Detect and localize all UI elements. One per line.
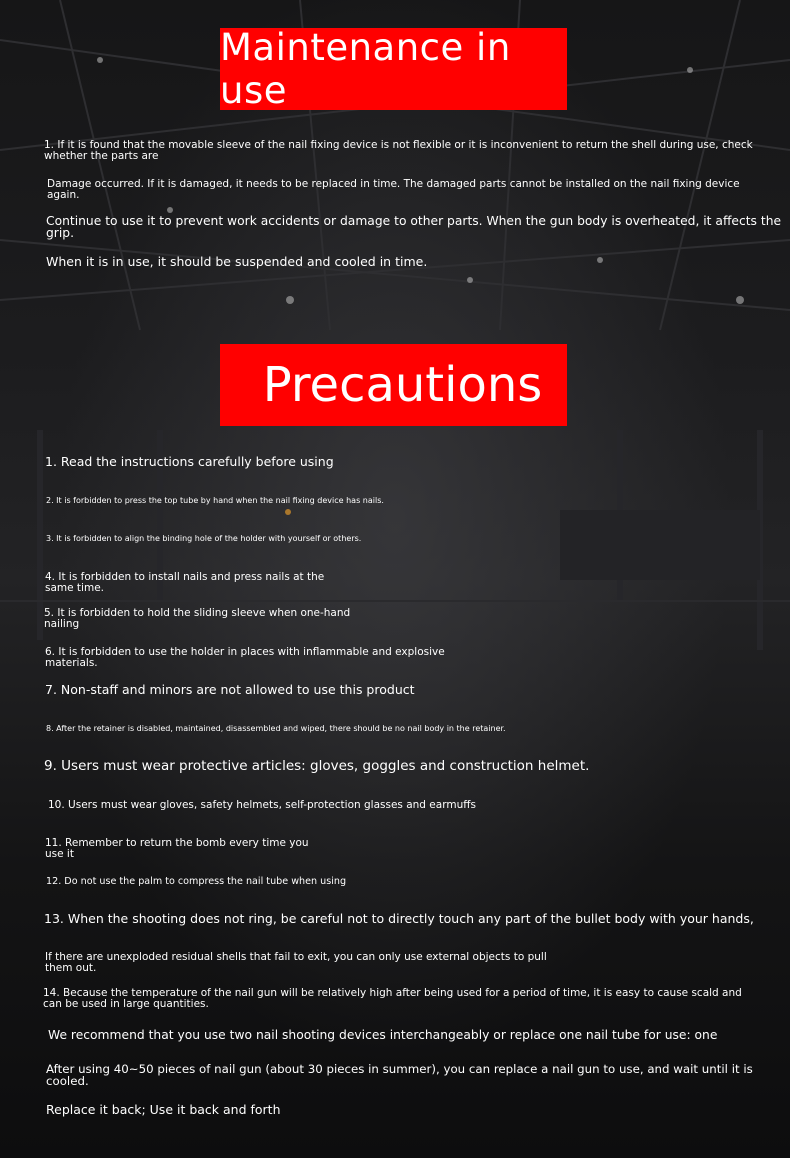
- precaution-item-8: 8. After the retainer is disabled, maintained, disassembled and wiped, there should be no nail body in the retainer.: [46, 724, 506, 733]
- precaution-item-6: 6. It is forbidden to use the holder in places with inflammable and explosive materials.: [45, 646, 445, 669]
- precaution-item-9: 9. Users must wear protective articles: gloves, goggles and construction helmet.: [44, 758, 590, 774]
- precaution-item-1: 1. Read the instructions carefully before using: [45, 454, 334, 469]
- precaution-item-4: 4. It is forbidden to install nails and press nails at the same time.: [45, 571, 325, 594]
- precaution-recommendation-3: Replace it back; Use it back and forth: [46, 1102, 281, 1117]
- maintenance-paragraph-3: Continue to use it to prevent work accidents or damage to other parts. When the gun body is overheated, it affects the grip.: [46, 214, 782, 241]
- maintenance-paragraph-4: When it is in use, it should be suspended and cooled in time.: [46, 254, 428, 269]
- precaution-item-10: 10. Users must wear gloves, safety helmets, self-protection glasses and earmuffs: [48, 799, 476, 811]
- precaution-item-5: 5. It is forbidden to hold the sliding sleeve when one-hand nailing: [44, 607, 351, 630]
- precautions-banner: [220, 344, 567, 426]
- precautions-title: Precautions: [262, 357, 543, 413]
- precaution-item-13: 13. When the shooting does not ring, be careful not to directly touch any part of the bullet body with your hands,: [44, 911, 754, 926]
- maintenance-banner: [220, 28, 567, 110]
- precaution-recommendation-1: We recommend that you use two nail shooting devices interchangeably or replace one nail tube for use: one: [48, 1028, 718, 1042]
- maintenance-title: Maintenance in use: [220, 26, 511, 112]
- maintenance-paragraph-1: 1. If it is found that the movable sleeve of the nail fixing device is not flexible or it is inconvenient to return the shell during use, check whether the parts are: [44, 139, 753, 162]
- maintenance-paragraph-2: Damage occurred. If it is damaged, it needs to be replaced in time. The damaged parts cannot be installed on the nail fixing device again.: [47, 178, 740, 201]
- precaution-item-3: 3. It is forbidden to align the binding hole of the holder with yourself or others.: [46, 534, 362, 543]
- precaution-item-2: 2. It is forbidden to press the top tube by hand when the nail fixing device has nails.: [46, 496, 384, 505]
- precaution-item-14: 14. Because the temperature of the nail gun will be relatively high after being used for a period of time, it is easy to cause scald and can be used in large quantities.: [43, 987, 742, 1010]
- precaution-recommendation-2: After using 40~50 pieces of nail gun (about 30 pieces in summer), you can replace a nail gun to use, and wait until it is cooled.: [46, 1062, 753, 1088]
- precaution-item-11: 11. Remember to return the bomb every time you use it: [45, 837, 309, 860]
- precaution-item-13-continued: If there are unexploded residual shells that fail to exit, you can only use external objects to pull them out.: [45, 951, 547, 974]
- precaution-item-12: 12. Do not use the palm to compress the nail tube when using: [46, 876, 347, 887]
- precaution-item-7: 7. Non-staff and minors are not allowed to use this product: [45, 682, 415, 697]
